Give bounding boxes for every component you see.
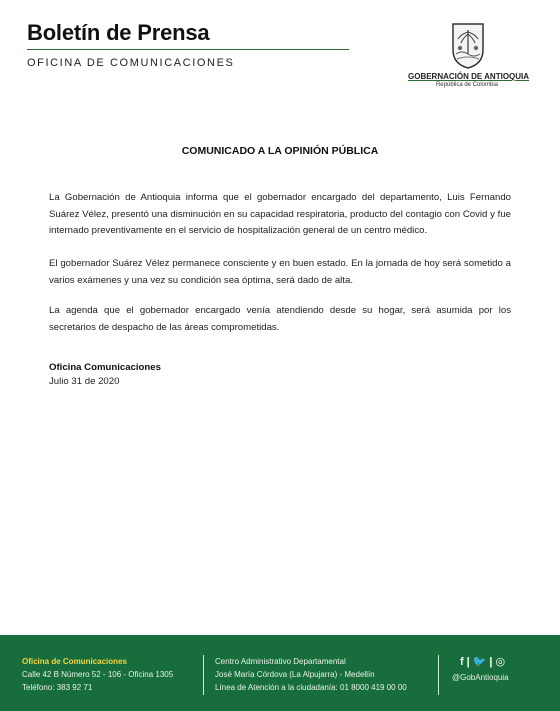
footer-hotline: Línea de Atención a la ciudadanía: 01 8000 419 00 00 <box>215 683 407 692</box>
footer-office-block <box>22 655 173 694</box>
footer-address: Calle 42 B Número 52 - 106 - Oficina 1305 <box>22 670 174 679</box>
signature-date: Julio 31 de 2020 <box>49 376 120 387</box>
header-rule <box>27 49 349 50</box>
paragraph-1: La Gobernación de Antioquia informa que el gobernador encargado del departamento, Luis Fernando Suárez Vélez, presentó una disminución en su capacidad respiratoria, producto del contagio con Covid y fue internado preventivamente en el servicio de hospitalización general de un centro médico. <box>49 192 511 236</box>
republic-label: República de Colombia <box>435 82 499 88</box>
footer-divider-1 <box>203 655 204 695</box>
paragraph-2: El gobernador Suárez Vélez permanece consciente y en buen estado. En la jornada de hoy será sometido a varios exámenes y una vez su condición sea óptima, será dado de alta. <box>49 258 511 286</box>
document-title: COMUNICADO A LA OPINIÓN PÚBLICA <box>181 145 379 157</box>
press-bulletin-title: Boletín de Prensa <box>27 20 210 45</box>
office-subtitle: OFICINA DE COMUNICACIONES <box>27 57 235 69</box>
paragraph-3: La agenda que el gobernador encargado venía atendiendo desde su hogar, será asumida por los secretarios de despacho de las áreas comprometidas. <box>49 305 511 333</box>
government-name: GOBERNACIÓN DE ANTIOQUIA <box>408 72 530 81</box>
social-handle[interactable]: @GobAntioquia <box>452 673 509 682</box>
footer <box>0 635 560 711</box>
footer-center-address: José María Córdova (La Alpujarra) - Medellín <box>215 670 375 679</box>
footer-center-name: Centro Administrativo Departamental <box>215 657 346 666</box>
footer-center-block <box>215 655 407 694</box>
social-icons[interactable]: f|🐦|◎ <box>460 656 509 668</box>
footer-divider-2 <box>438 655 439 695</box>
signature-name: Oficina Comunicaciones <box>49 362 161 373</box>
footer-phone: Teléfono: 383 92 71 <box>22 683 93 692</box>
footer-office-title: Oficina de Comunicaciones <box>22 657 127 666</box>
antioquia-coat-of-arms-icon <box>445 20 491 70</box>
